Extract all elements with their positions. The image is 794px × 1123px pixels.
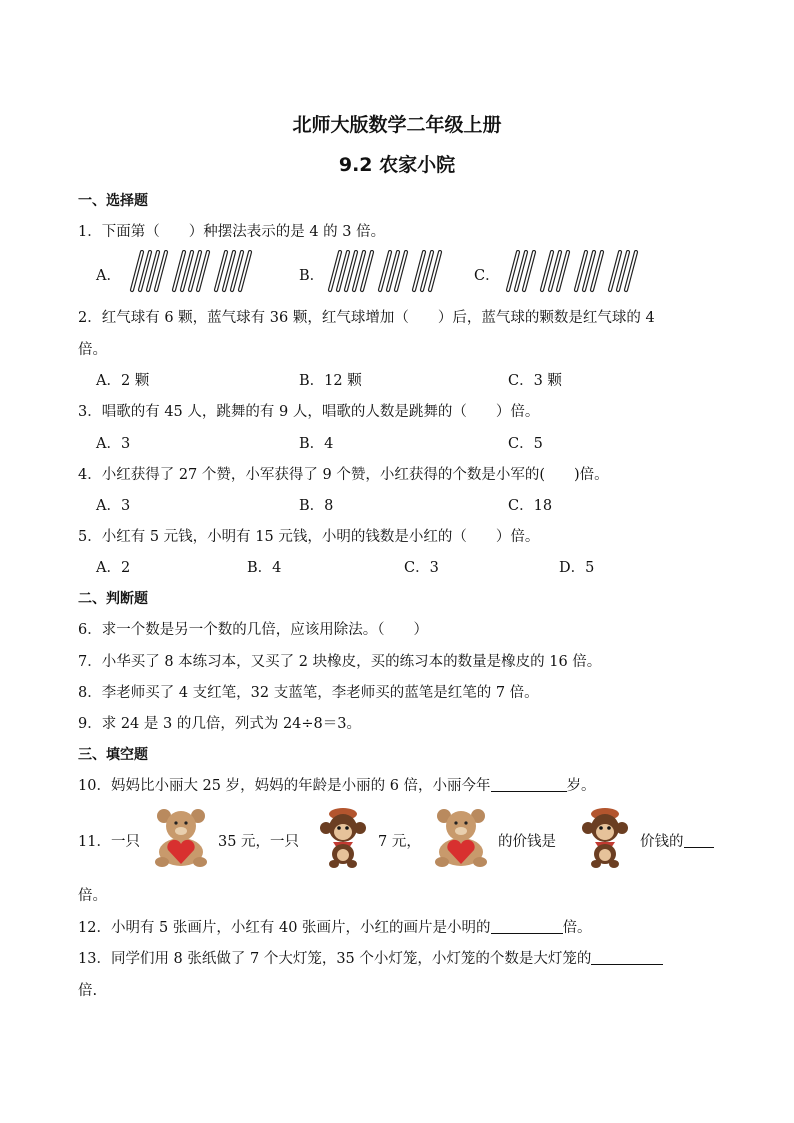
q4-option-b: B．8 (299, 498, 334, 514)
question-2-cont: 倍。 (78, 342, 107, 358)
question-10-suffix: 岁。 (566, 778, 596, 794)
question-11-part4: 的价钱是 (498, 834, 556, 850)
question-2: 2．红气球有 6 颗，蓝气球有 36 颗，红气球增加（ ）后，蓝气球的颗数是红气球的 4 (78, 310, 655, 326)
q1-option-a-label: A． (96, 268, 121, 284)
section-judge-heading: 二、判断题 (78, 591, 148, 607)
question-5: 5．小红有 5 元钱，小明有 15 元钱，小明的钱数是小红的（ ）倍。 (78, 529, 540, 545)
q4-option-c: C．18 (508, 498, 553, 514)
question-4: 4．小红获得了 27 个赞，小军获得了 9 个赞，小红获得的个数是小军的( )倍。 (78, 467, 609, 483)
section-fill-heading: 三、填空题 (78, 747, 148, 763)
answer-blank[interactable] (491, 919, 563, 934)
q4-option-a: A．3 (96, 498, 131, 514)
q1-option-c-label: C． (474, 268, 500, 284)
question-7: 7．小华买了 8 本练习本，又买了 2 块橡皮，买的练习本的数量是橡皮的 16 倍。 (78, 654, 602, 670)
question-13-text: 13．同学们用 8 张纸做了 7 个大灯笼，35 个小灯笼，小灯笼的个数是大灯笼的 (78, 951, 592, 967)
q5-option-a: A．2 (96, 560, 131, 576)
monkey-toy-icon (578, 806, 632, 868)
q1-option-b-sticks (326, 250, 466, 294)
answer-blank[interactable] (591, 950, 663, 965)
question-10 (78, 774, 596, 795)
q2-option-c: C．3 颗 (508, 373, 562, 389)
q3-option-c: C．5 (508, 436, 543, 452)
question-11-part3: 7 元， (378, 834, 421, 850)
answer-blank[interactable] (491, 777, 567, 792)
q3-option-b: B．4 (299, 436, 334, 452)
monkey-toy-icon (316, 806, 370, 868)
q1-option-a-sticks (128, 250, 288, 294)
q1-option-b-label: B． (299, 268, 325, 284)
question-8: 8．李老师买了 4 支红笔，32 支蓝笔，李老师买的蓝笔是红笔的 7 倍。 (78, 685, 539, 701)
q3-option-a: A．3 (96, 436, 131, 452)
question-10-text: 10．妈妈比小丽大 25 岁，妈妈的年龄是小丽的 6 倍，小丽今年 (78, 778, 491, 794)
q5-option-c: C．3 (404, 560, 439, 576)
question-12-text: 12．小明有 5 张画片，小红有 40 张画片，小红的画片是小明的 (78, 920, 491, 936)
q5-option-b: B．4 (247, 560, 282, 576)
question-11-part5 (640, 830, 714, 851)
q2-option-b: B．12 颗 (299, 373, 362, 389)
question-1: 1．下面第（ ）种摆法表示的是 4 的 3 倍。 (78, 224, 386, 240)
question-11-part1: 11．一只 (78, 834, 140, 850)
q2-option-a: A．2 颗 (96, 373, 150, 389)
teddy-bear-icon (150, 806, 212, 868)
q5-option-d: D．5 (559, 560, 595, 576)
question-11-cont: 倍。 (78, 888, 107, 904)
question-11-part5-text: 价钱的 (640, 834, 684, 850)
question-3: 3．唱歌的有 45 人，跳舞的有 9 人，唱歌的人数是跳舞的（ ）倍。 (78, 404, 540, 420)
teddy-bear-icon (430, 806, 492, 868)
question-9: 9．求 24 是 3 的几倍，列式为 24÷8＝3。 (78, 716, 361, 732)
question-13 (78, 947, 663, 968)
page-subtitle: 9.2 农家小院 (338, 154, 456, 176)
page-title: 北师大版数学二年级上册 (292, 114, 502, 136)
answer-blank[interactable] (684, 833, 714, 848)
question-11-part2: 35 元，一只 (218, 834, 300, 850)
question-6: 6．求一个数是另一个数的几倍，应该用除法。（ ） (78, 622, 428, 638)
question-12-suffix: 倍。 (562, 920, 592, 936)
q1-option-c-sticks (504, 250, 684, 294)
section-choice-heading: 一、选择题 (78, 193, 148, 209)
question-12 (78, 916, 592, 937)
question-13-cont: 倍. (78, 983, 98, 999)
